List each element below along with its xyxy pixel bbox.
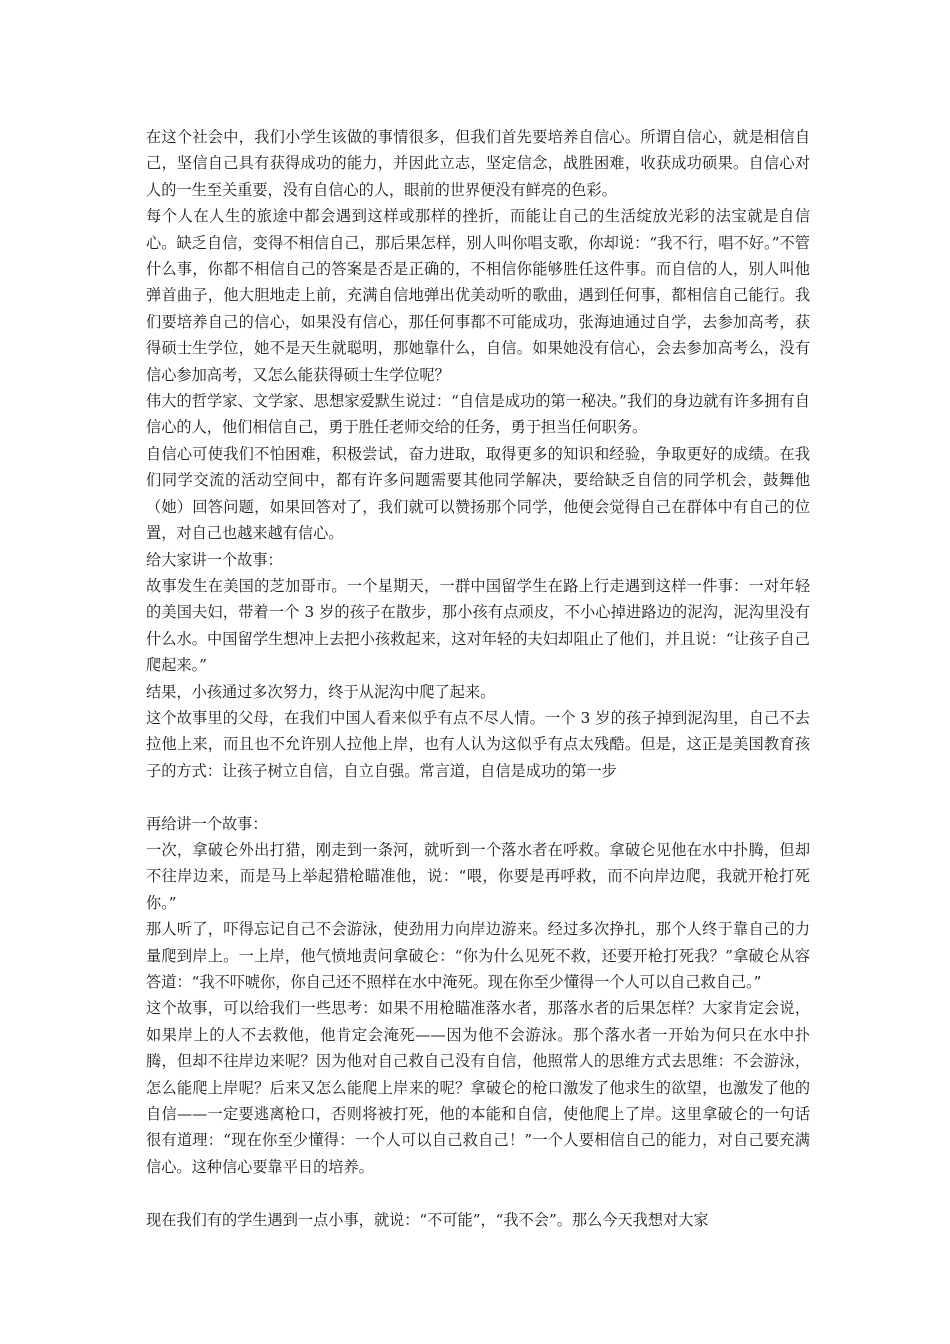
paragraph-5: 给大家讲一个故事： — [146, 550, 283, 569]
paragraph-9: 再给讲一个故事： — [146, 814, 268, 833]
paragraph-13: 现在我们有的学生遇到一点小事，就说：“不可能”，“我不会”。那么今天我想对大家 — [146, 1210, 709, 1229]
paragraph-6: 故事发生在美国的芝加哥市。一个星期天，一群中国留学生在路上行走遇到这样一件事：一对年轻的美国夫妇，带着一个 3 岁的孩子在散步，那小孩有点顽皮，不小心掉进路边的泥沟，泥沟里没有什么水。中国留学生想冲上去把小孩救起来，这对年轻的夫妇却阻止了他们，并且说：“让孩子自己爬起来。” — [146, 576, 810, 675]
paragraph-10: 一次，拿破仑外出打猎，刚走到一条河，就听到一个落水者在呼救。拿破仑见他在水中扑腾，但却不往岸边来，而是马上举起猎枪瞄准他，说：“喂，你要是再呼救，而不向岸边爬，我就开枪打死你。” — [146, 840, 810, 912]
paragraph-4: 自信心可使我们不怕困难，积极尝试，奋力进取，取得更多的知识和经验，争取更好的成绩。在我们同学交流的活动空间中，都有许多问题需要其他同学解决，要给缺乏自信的同学机会，鼓舞他（她）回答问题，如果回答对了，我们就可以赞扬那个同学，他便会觉得自己在群体中有自己的位置，对自己也越来越有信心。 — [146, 444, 810, 543]
paragraph-8: 这个故事里的父母，在我们中国人看来似乎有点不尽人情。一个 3 岁的孩子掉到泥沟里，自己不去拉他上来，而且也不允许别人拉他上岸，也有人认为这似乎有点太残酷。但是，这正是美国教育孩子的方式：让孩子树立自信，自立自强。常言道，自信是成功的第一步 — [146, 708, 810, 780]
paragraph-2: 每个人在人生的旅途中都会遇到这样或那样的挫折，而能让自己的生活绽放光彩的法宝就是自信心。缺乏自信，变得不相信自己，那后果怎样，别人叫你唱支歌，你却说：“我不行，唱不好。”不管什么事，你都不相信自己的答案是否是正确的，不相信你能够胜任这件事。而自信的人，别人叫他弹首曲子，他大胆地走上前，充满自信地弹出优美动听的歌曲，遇到任何事，都相信自己能行。我们要培养自己的信心，如果没有信心，那任何事都不可能成功，张海迪通过自学，去参加高考，获得硕士生学位，她不是天生就聪明，那她靠什么，自信。如果她没有信心，会去参加高考么，没有信心参加高考，又怎么能获得硕士生学位呢？ — [146, 207, 810, 384]
document-body — [146, 124, 810, 1233]
paragraph-1: 在这个社会中，我们小学生该做的事情很多，但我们首先要培养自信心。所谓自信心，就是相信自己，坚信自己具有获得成功的能力，并因此立志，坚定信念，战胜困难，收获成功硕果。自信心对人的一生至关重要，没有自信心的人，眼前的世界便没有鲜亮的色彩。 — [146, 128, 810, 199]
blank-line — [146, 1180, 810, 1206]
blank-line — [146, 784, 810, 810]
paragraph-11: 那人听了，吓得忘记自己不会游泳，使劲用力向岸边游来。经过多次挣扎，那个人终于靠自己的力量爬到岸上。一上岸，他气愤地责问拿破仑：“你为什么见死不救，还要开枪打死我？”拿破仑从容答道：“我不吓唬你，你自己还不照样在水中淹死。现在你至少懂得一个人可以自己救自己。” — [146, 920, 810, 991]
paragraph-12: 这个故事，可以给我们一些思考：如果不用枪瞄准落水者，那落水者的后果怎样？大家肯定会说，如果岸上的人不去救他，他肯定会淹死——因为他不会游泳。那个落水者一开始为何只在水中扑腾，但却不往岸边来呢？因为他对自己救自己没有自信，他照常人的思维方式去思维：不会游泳，怎么能爬上岸呢？后来又怎么能爬上岸来的呢？拿破仑的枪口激发了他求生的欲望，也激发了他的自信——一定要逃离枪口，否则将被打死，他的本能和自信，使他爬上了岸。这里拿破仑的一句话很有道理：“现在你至少懂得：一个人可以自己救自己！”一个人要相信自己的能力，对自己要充满信心。这种信心要靠平日的培养。 — [146, 999, 810, 1176]
paragraph-7: 结果，小孩通过多次努力，终于从泥沟中爬了起来。 — [146, 682, 496, 701]
paragraph-3: 伟大的哲学家、文学家、思想家爱默生说过：“自信是成功的第一秘决。”我们的身边就有许多拥有自信心的人，他们相信自己，勇于胜任老师交给的任务，勇于担当任何职务。 — [146, 392, 810, 437]
